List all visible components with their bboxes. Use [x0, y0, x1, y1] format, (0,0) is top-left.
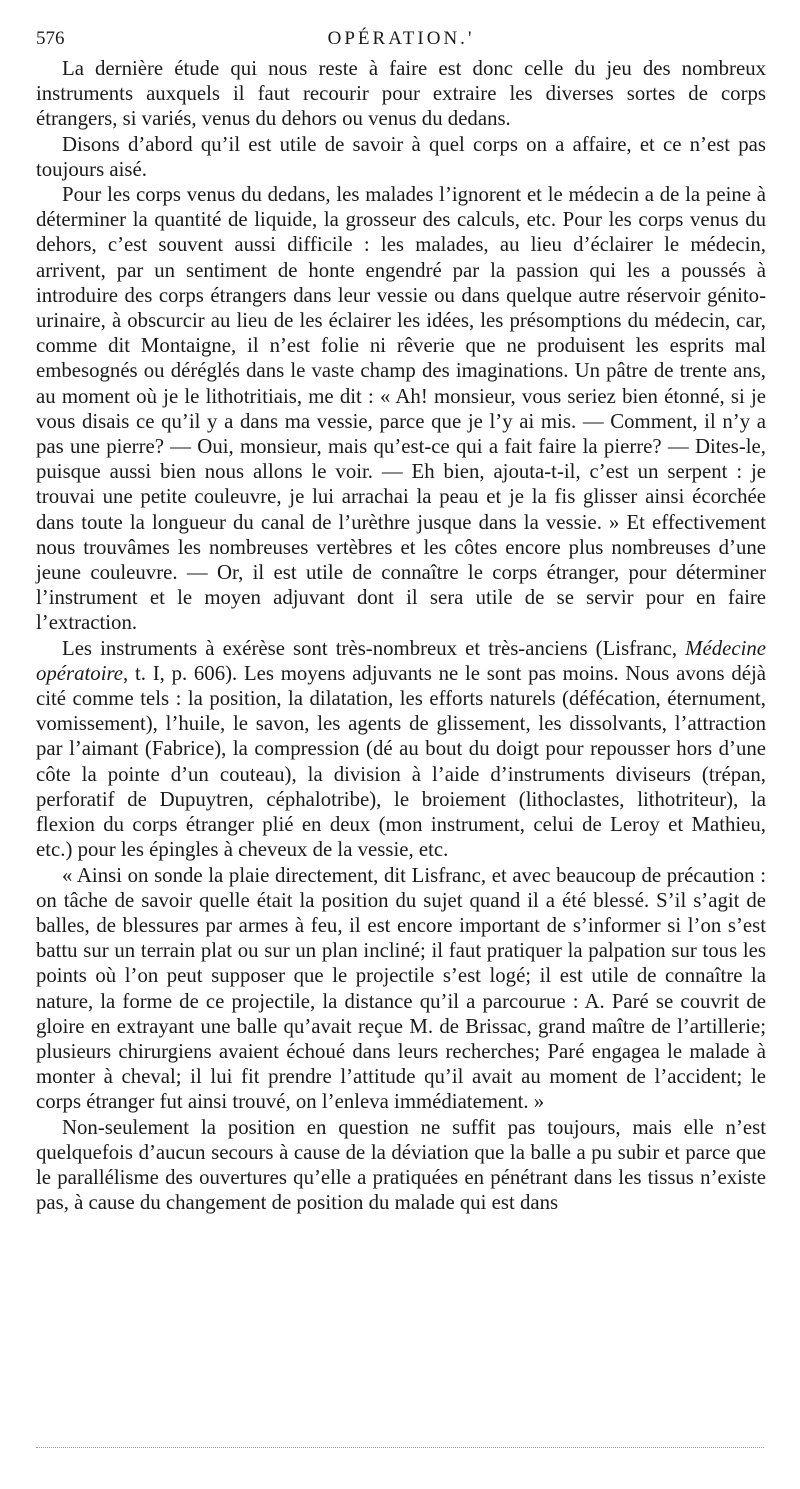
paragraph-3: Pour les corps venus du dedans, les malades l’ignorent et le médecin a de la peine à déterminer la quantité de liquide, la grosseur des calculs, etc. Pour les corps venus du dehors, c’est souvent aussi difficile : les malades, au lieu d’éclairer le médecin, arrivent, par un sentiment de honte engendré par la passion qui les a poussés à introduire des corps étrangers dans leur vessie ou dans quelque autre réservoir génito-urinaire, à obscurcir au lieu de les éclairer les idées, les présomptions du médecin, car, comme dit Montaigne, il n’est folie ni rêverie que ne produisent les esprits mal embesognés ou déréglés dans le vaste champ des imaginations. Un pâtre de trente ans, au moment où je le lithotritiais, me dit : « Ah! monsieur, vous seriez bien étonné, si je vous disais ce qu’il y a dans ma vessie, parce que je l’y ai mis. — Comment, il n’y a pas une pierre? — Oui, monsieur, mais qu’est-ce qui a fait faire la pierre? — Dites-le, puisque aussi bien nous allons le voir. — Eh bien, ajouta-t-il, c’est un serpent : je trouvai une petite couleuvre, je lui arrachai la peau et je la fis glisser ainsi écorchée dans toute la longueur du canal de l’urèthre jusque dans la vessie. » Et effectivement nous trouvâmes les nombreuses vertèbres et les côtes encore plus nombreuses d’une jeune couleuvre. — Or, il est utile de connaître le corps étranger, pour déterminer l’instrument et le moyen adjuvant dont il sera utile de se servir pour en faire l’extraction. — [36, 183, 766, 635]
paragraph-4 — [36, 636, 766, 863]
book-page — [36, 22, 766, 1215]
paragraph-4-before: Les instruments à exérèse sont très-nombreux et très-anciens (Lisfranc, — [62, 636, 686, 660]
page-header — [36, 22, 766, 56]
paragraph-5-quotation: « Ainsi on sonde la plaie directement, dit Lisfranc, et avec beaucoup de précaution : on tâche de savoir quelle était la position du sujet quand il a été blessé. S’il s’agit de balles, de blessures par armes à feu, il est encore important de s’informer si l’on s’est battu sur un terrain plat ou sur un plan incliné; il faut pratiquer la palpation sur tous les points où l’on peut supposer que le projectile s’est logé; il est utile de connaître la nature, la forme de ce projectile, la distance qu’il a parcourue : A. Paré se couvrit de gloire en extrayant une balle qu’avait reçue M. de Brissac, grand maître de l’artillerie; plusieurs chirurgiens avaient échoué dans leurs recherches; Paré engagea le malade à monter à cheval; il lui fit prendre l’attitude qu’il avait au moment de l’accident; le corps étranger fut ainsi trouvé, on l’enleva immédiatement. » — [36, 863, 766, 1114]
footer-rule — [36, 1447, 764, 1448]
paragraph-2: Disons d’abord qu’il est utile de savoir à quel corps on a affaire, et ce n’est pas toujours aisé. — [36, 132, 766, 181]
running-head-mark: ' — [467, 28, 475, 49]
paragraph-1: La dernière étude qui nous reste à faire est donc celle du jeu des nombreux instruments auxquels il faut recourir pour extraire les diverses sortes de corps étrangers, si variés, venus du dehors ou venus du dedans. — [36, 57, 766, 131]
body-text — [36, 56, 766, 1215]
cited-work-title: Médecine opératoire — [36, 636, 766, 685]
running-head-title: OPÉRATION. — [327, 28, 468, 49]
page-number: 576 — [36, 28, 65, 49]
running-head — [36, 28, 766, 50]
paragraph-6: Non-seulement la position en question ne suffit pas toujours, mais elle n’est quelquefois d’aucun secours à cause de la déviation que la balle a pu subir et parce que le parallélisme des ouvertures qu’elle a pratiquées en pénétrant dans les tissus n’existe pas, à cause du changement de position du malade qui est dans — [36, 1115, 766, 1215]
paragraph-4-after: , t. I, p. 606). Les moyens adjuvants ne le sont pas moins. Nous avons déjà cité comme tels : la position, la dilatation, les efforts naturels (défécation, éternument, vomissement), l’huile, le savon, les agents de glissement, les dissolvants, l’attraction par l’aimant (Fabrice), la compression (dé au bout du doigt pour repousser hors d’une côte la pointe d’un couteau), la division à l’aide d’instruments diviseurs (trépan, perforatif de Dupuytren, céphalotribe), le broiement (lithoclastes, lithotriteur), la flexion du corps étranger plié en deux (mon instrument, celui de Leroy et Mathieu, etc.) pour les épingles à cheveux de la vessie, etc. — [36, 661, 766, 862]
